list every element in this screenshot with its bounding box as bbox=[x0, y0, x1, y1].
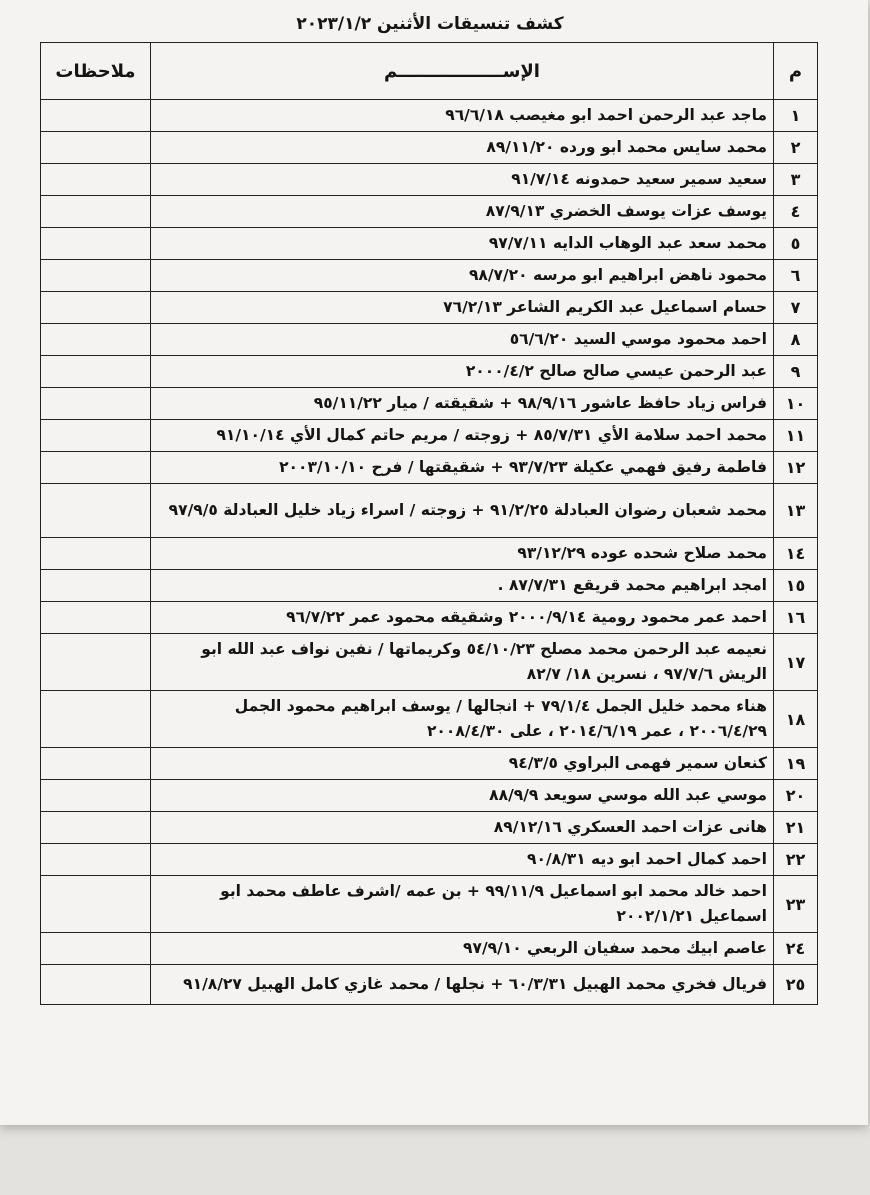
table-row bbox=[41, 356, 818, 388]
row-name: موسي عبد الله موسي سويعد ٨٨/٩/٩ bbox=[151, 780, 774, 812]
table-row bbox=[41, 602, 818, 634]
row-number: ٩ bbox=[774, 356, 818, 388]
row-name: عبد الرحمن عيسي صالح صالح ٢٠٠٠/٤/٢ bbox=[151, 356, 774, 388]
row-name: محمد صلاح شحده عوده ٩٣/١٢/٢٩ bbox=[151, 538, 774, 570]
row-notes bbox=[41, 570, 151, 602]
row-number: ١٣ bbox=[774, 484, 818, 538]
row-name: امجد ابراهيم محمد قريقع ٨٧/٧/٣١ . bbox=[151, 570, 774, 602]
row-name: احمد كمال احمد ابو ديه ٩٠/٨/٣١ bbox=[151, 844, 774, 876]
row-name: محمد احمد سلامة الأي ٨٥/٧/٣١ + زوجته / مريم حاتم كمال الأي ٩١/١٠/١٤ bbox=[151, 420, 774, 452]
table-row bbox=[41, 196, 818, 228]
table-row bbox=[41, 965, 818, 1005]
table-row bbox=[41, 100, 818, 132]
row-notes bbox=[41, 748, 151, 780]
row-number: ٢ bbox=[774, 132, 818, 164]
table-row bbox=[41, 164, 818, 196]
table-row bbox=[41, 132, 818, 164]
table-row bbox=[41, 691, 818, 748]
row-notes bbox=[41, 602, 151, 634]
row-notes bbox=[41, 324, 151, 356]
table-row bbox=[41, 538, 818, 570]
row-notes bbox=[41, 388, 151, 420]
row-notes bbox=[41, 844, 151, 876]
row-name: عاصم ابيك محمد سفيان الربعي ٩٧/٩/١٠ bbox=[151, 933, 774, 965]
row-notes bbox=[41, 164, 151, 196]
row-name: احمد محمود موسي السيد ٥٦/٦/٢٠ bbox=[151, 324, 774, 356]
table-row bbox=[41, 570, 818, 602]
table-row bbox=[41, 933, 818, 965]
column-header-number: م bbox=[774, 43, 818, 100]
row-number: ٢٢ bbox=[774, 844, 818, 876]
row-name: محمد سعد عبد الوهاب الدايه ٩٧/٧/١١ bbox=[151, 228, 774, 260]
table-row bbox=[41, 292, 818, 324]
row-number: ٥ bbox=[774, 228, 818, 260]
row-number: ٦ bbox=[774, 260, 818, 292]
row-number: ٢٤ bbox=[774, 933, 818, 965]
row-number: ١٢ bbox=[774, 452, 818, 484]
table-row bbox=[41, 260, 818, 292]
row-name: احمد خالد محمد ابو اسماعيل ٩٩/١١/٩ + بن عمه /اشرف عاطف محمد ابو اسماعيل ٢٠٠٢/١/٢١ bbox=[151, 876, 774, 933]
row-name: كنعان سمير فهمى البراوي ٩٤/٣/٥ bbox=[151, 748, 774, 780]
row-notes bbox=[41, 812, 151, 844]
row-name: فاطمة رفيق فهمي عكيلة ٩٣/٧/٢٣ + شقيقتها / فرح ٢٠٠٣/١٠/١٠ bbox=[151, 452, 774, 484]
row-number: ١٧ bbox=[774, 634, 818, 691]
row-notes bbox=[41, 196, 151, 228]
row-name: فراس زياد حافظ عاشور ٩٨/٩/١٦ + شقيقته / ميار ٩٥/١١/٢٢ bbox=[151, 388, 774, 420]
table-row bbox=[41, 420, 818, 452]
column-header-notes: ملاحظات bbox=[41, 43, 151, 100]
row-name: سعيد سمير سعيد حمدونه ٩١/٧/١٤ bbox=[151, 164, 774, 196]
row-number: ٢٥ bbox=[774, 965, 818, 1005]
row-notes bbox=[41, 780, 151, 812]
row-name: هانى عزات احمد العسكري ٨٩/١٢/١٦ bbox=[151, 812, 774, 844]
row-name: نعيمه عبد الرحمن محمد مصلح ٥٤/١٠/٢٣ وكريماتها / نفين نواف عبد الله ابو الريش ٩٧/٧/٦ ، نسرين ١٨/ ٨٢/٧ bbox=[151, 634, 774, 691]
column-header-name: الإســـــــــــــــــم bbox=[151, 43, 774, 100]
row-notes bbox=[41, 100, 151, 132]
row-name: هناء محمد خليل الجمل ٧٩/١/٤ + انجالها / يوسف ابراهيم محمود الجمل ٢٠٠٦/٤/٢٩ ، عمر ٢٠١٤/٦/١٩ ، على ٢٠٠٨/٤/٣٠ bbox=[151, 691, 774, 748]
row-number: ١ bbox=[774, 100, 818, 132]
row-name: محمد سايس محمد ابو ورده ٨٩/١١/٢٠ bbox=[151, 132, 774, 164]
row-number: ٢١ bbox=[774, 812, 818, 844]
table-row bbox=[41, 748, 818, 780]
row-number: ١٠ bbox=[774, 388, 818, 420]
table-row bbox=[41, 452, 818, 484]
table-row bbox=[41, 812, 818, 844]
row-notes bbox=[41, 538, 151, 570]
table-row bbox=[41, 484, 818, 538]
row-name: احمد عمر محمود رومية ٢٠٠٠/٩/١٤ وشقيقه محمود عمر ٩٦/٧/٢٢ bbox=[151, 602, 774, 634]
row-notes bbox=[41, 933, 151, 965]
row-number: ١٦ bbox=[774, 602, 818, 634]
row-number: ٧ bbox=[774, 292, 818, 324]
row-name: ماجد عبد الرحمن احمد ابو مغيصب ٩٦/٦/١٨ bbox=[151, 100, 774, 132]
names-table bbox=[40, 42, 818, 1005]
row-number: ٨ bbox=[774, 324, 818, 356]
row-notes bbox=[41, 452, 151, 484]
row-notes bbox=[41, 228, 151, 260]
table-row bbox=[41, 876, 818, 933]
row-notes bbox=[41, 691, 151, 748]
table-row bbox=[41, 844, 818, 876]
row-number: ١١ bbox=[774, 420, 818, 452]
table-row bbox=[41, 780, 818, 812]
row-notes bbox=[41, 965, 151, 1005]
row-name: يوسف عزات يوسف الخضري ٨٧/٩/١٣ bbox=[151, 196, 774, 228]
row-number: ٢٠ bbox=[774, 780, 818, 812]
row-name: فريال فخري محمد الهبيل ٦٠/٣/٣١ + نجلها / محمد غازي كامل الهبيل ٩١/٨/٢٧ bbox=[151, 965, 774, 1005]
row-number: ١٩ bbox=[774, 748, 818, 780]
table-row bbox=[41, 388, 818, 420]
row-name: حسام اسماعيل عبد الكريم الشاعر ٧٦/٢/١٣ bbox=[151, 292, 774, 324]
row-notes bbox=[41, 484, 151, 538]
row-number: ٢٣ bbox=[774, 876, 818, 933]
row-number: ١٨ bbox=[774, 691, 818, 748]
row-notes bbox=[41, 260, 151, 292]
row-name: محمد شعبان رضوان العبادلة ٩١/٢/٢٥ + زوجته / اسراء زياد خليل العبادلة ٩٧/٩/٥ bbox=[151, 484, 774, 538]
table-row bbox=[41, 324, 818, 356]
row-notes bbox=[41, 356, 151, 388]
table-header-row bbox=[41, 43, 818, 100]
row-number: ١٤ bbox=[774, 538, 818, 570]
row-number: ٤ bbox=[774, 196, 818, 228]
row-notes bbox=[41, 420, 151, 452]
row-number: ١٥ bbox=[774, 570, 818, 602]
row-name: محمود ناهض ابراهيم ابو مرسه ٩٨/٧/٢٠ bbox=[151, 260, 774, 292]
table-row bbox=[41, 634, 818, 691]
row-notes bbox=[41, 634, 151, 691]
table-row bbox=[41, 228, 818, 260]
row-notes bbox=[41, 292, 151, 324]
row-number: ٣ bbox=[774, 164, 818, 196]
row-notes bbox=[41, 876, 151, 933]
document-title: كشف تنسيقات الأثنين ٢٠٢٣/١/٢ bbox=[296, 14, 564, 34]
row-notes bbox=[41, 132, 151, 164]
